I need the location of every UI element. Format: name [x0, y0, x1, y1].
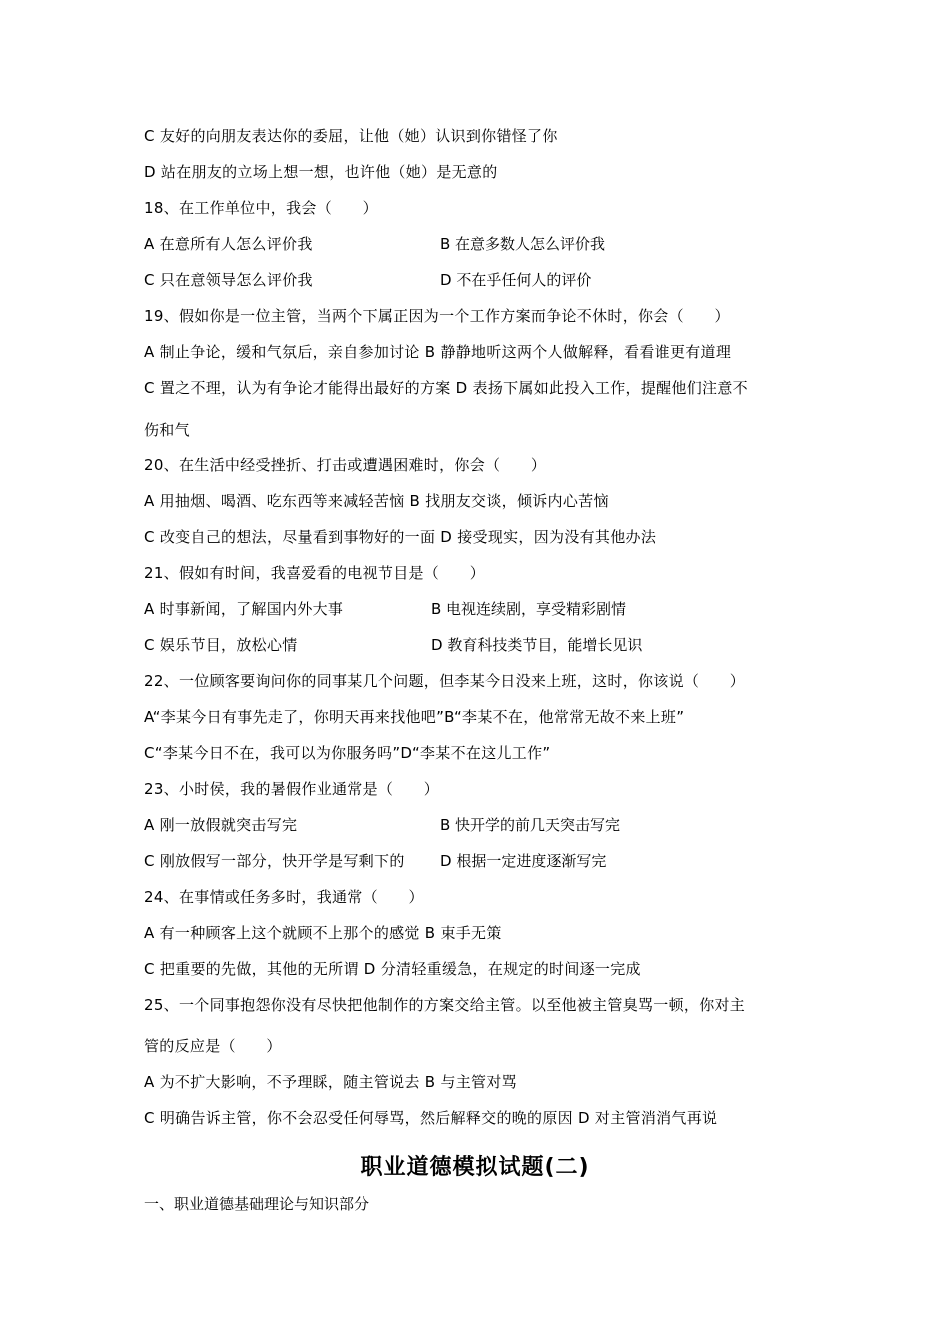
- options-ab-q24: A 有一种顾客上这个就顾不上那个的感觉 B 束手无策: [144, 924, 502, 942]
- option-a-q21: A 时事新闻，了解国内外大事: [144, 600, 344, 618]
- options-cd-q20: C 改变自己的想法，尽量看到事物好的一面 D 接受现实，因为没有其他办法: [144, 528, 657, 546]
- question-23: 23、小时侯，我的暑假作业通常是（ ）: [144, 780, 440, 798]
- options-cd-q25: C 明确告诉主管，你不会忍受任何辱骂，然后解释交的晚的原因 D 对主管消消气再说: [144, 1109, 718, 1127]
- question-21: 21、假如有时间，我喜爱看的电视节目是（ ）: [144, 564, 485, 582]
- question-20: 20、在生活中经受挫折、打击或遭遇困难时，你会（ ）: [144, 456, 547, 474]
- section-heading: 一、职业道德基础理论与知识部分: [144, 1195, 370, 1213]
- option-b-q18: B 在意多数人怎么评价我: [440, 235, 606, 253]
- option-c-q21: C 娱乐节目，放松心情: [144, 636, 298, 654]
- option-d-q17: D 站在朋友的立场上想一想，也许他（她）是无意的: [144, 163, 498, 181]
- options-cd-q24: C 把重要的先做，其他的无所谓 D 分清轻重缓急，在规定的时间逐一完成: [144, 960, 641, 978]
- option-c-q18: C 只在意领导怎么评价我: [144, 271, 313, 289]
- options-cd-q22: C“李某今日不在，我可以为你服务吗”D“李某不在这儿工作”: [144, 744, 551, 762]
- options-ab-q22: A“李某今日有事先走了，你明天再来找他吧”B“李某不在，他常常无故不来上班”: [144, 708, 685, 726]
- question-25-cont: 管的反应是（ ）: [144, 1037, 282, 1055]
- option-c-q23: C 刚放假写一部分，快开学是写剩下的: [144, 852, 405, 870]
- option-d-q21: D 教育科技类节目，能增长见识: [431, 636, 643, 654]
- options-cd-q19: C 置之不理，认为有争论才能得出最好的方案 D 表扬下属如此投入工作，提醒他们注意不: [144, 379, 748, 397]
- options-ab-q19: A 制止争论，缓和气氛后，亲自参加讨论 B 静静地听这两个人做解释，看看谁更有道理: [144, 343, 732, 361]
- option-d-q18: D 不在乎任何人的评价: [440, 271, 592, 289]
- option-c-q17: C 友好的向朋友表达你的委屈，让他（她）认识到你错怪了你: [144, 127, 558, 145]
- question-19: 19、假如你是一位主管，当两个下属正因为一个工作方案而争论不休时，你会（ ）: [144, 307, 730, 325]
- options-cd-q19-cont: 伤和气: [144, 421, 190, 439]
- option-a-q23: A 刚一放假就突击写完: [144, 816, 298, 834]
- question-22: 22、一位顾客要询问你的同事某几个问题，但李某今日没来上班，这时，你该说（ ）: [144, 672, 746, 690]
- option-a-q18: A 在意所有人怎么评价我: [144, 235, 313, 253]
- option-b-q23: B 快开学的前几天突击写完: [440, 816, 621, 834]
- option-b-q21: B 电视连续剧，享受精彩剧情: [431, 600, 627, 618]
- question-18: 18、在工作单位中，我会（ ）: [144, 199, 378, 217]
- options-ab-q20: A 用抽烟、喝酒、吃东西等来减轻苦恼 B 找朋友交谈，倾诉内心苦恼: [144, 492, 609, 510]
- question-24: 24、在事情或任务多时，我通常（ ）: [144, 888, 424, 906]
- question-25: 25、一个同事抱怨你没有尽快把他制作的方案交给主管。以至他被主管臭骂一顿，你对主: [144, 996, 746, 1014]
- options-ab-q25: A 为不扩大影响，不予理睬，随主管说去 B 与主管对骂: [144, 1073, 517, 1091]
- option-d-q23: D 根据一定进度逐渐写完: [440, 852, 607, 870]
- section-title: 职业道德模拟试题(二): [360, 1155, 590, 1180]
